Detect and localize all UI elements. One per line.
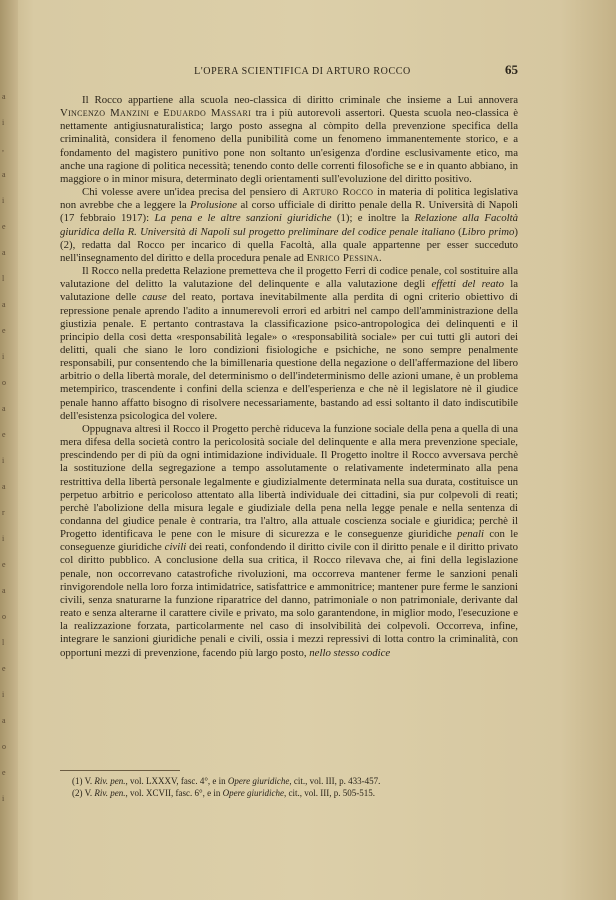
running-title: L'OPERA SCIENTIFICA DI ARTURO ROCCO <box>194 66 411 77</box>
footnote <box>60 775 518 787</box>
italic-run: cause <box>142 291 167 304</box>
text-run: in materia di politica legislativa non avrebbe che a leggere la <box>60 186 518 212</box>
small-caps-name: Enrico Pessina <box>306 251 379 264</box>
facing-page-bleed-marks: a i , a i e a l a e i o a e i a r i e a o l e i a o e i <box>2 92 6 803</box>
running-header <box>60 62 518 78</box>
italic-run: penali <box>457 528 485 541</box>
italic-run: Relazione alla Facoltà giuridica della R. Università di Napoli sul progetto preliminare del codice penale italiano <box>60 212 519 238</box>
italic-run: Prolusione <box>190 199 238 212</box>
italic-run: Opere giuridiche <box>222 788 284 798</box>
text-run: dei reati, confondendo il diritto civile con il diritto penale e il diritto privato col diritto pubblico. A conclusione della sua critica, il Rocco rilevava che, ai fini della legislazione penale, non occorrevano catastrofiche rivoluzioni, ma occorreva mantener ferme le sanzioni penali rinvigorendole nella loro forza intimidatrice, satisfattrice e ammonitrice; mantener pure ferme le sanzioni civili, senza snaturarne la funzione riparatrice del danno, patrimoniale o non patrimoniale, derivante dal reato e senza alterarne il carattere civile e privato, ma solo garantendone, in miglior modo, l'esecuzione e la realizzazione forzata, particolarmente nel caso di insolvibilità dei colpevoli. Occorreva, infine, integrare le sanzioni giuridiche penali e civili, ossia i mezzi repressivi di lotta contro la criminalità, con opportuni mezzi di prevenzione, facendo più largo posto, <box>60 541 518 659</box>
footnotes <box>60 770 518 799</box>
italic-run: Riv. pen. <box>94 788 126 798</box>
footnote-rule <box>60 770 180 771</box>
text-run: , cit., vol. III, p. 433-457. <box>289 776 381 786</box>
text-run: con le conseguenze giuridiche <box>60 528 518 554</box>
paragraph <box>60 265 518 423</box>
text-run: (2) V. <box>72 788 95 798</box>
text-run: al corso ufficiale di diritto penale della R. Università di Napoli (17 febbraio 1917): <box>60 199 518 225</box>
text-run: . <box>378 251 382 264</box>
text-run: , vol. LXXXV, fasc. 4°, e in <box>125 776 228 786</box>
body-text <box>60 94 518 660</box>
italic-run: effetti del reato <box>431 278 505 291</box>
italic-run: nello stesso codice <box>309 646 391 659</box>
small-caps-name: Arturo Rocco <box>302 186 374 199</box>
text-run: Oppugnava altresì il Rocco il Progetto perchè riduceva la funzione sociale della pena a quella di una mera difesa della società contro la pericolosità sociale del delinquente e alla mera prevenzione speciale, prescindendo per di più da ogni intimidazione individuale. Il Progetto inoltre il Rocco avversava perchè la sostituzione della segregazione a tempo assolutamente o relativamente indeterminato alla pena restrittiva della libertà personale legalmente e giudizialmente determinata nella sua durata, costituisce un perpetuo arbitrio e pericoloso attentato alla libertà individuale dei cittadini, sia pur colpevoli di reati; perchè l'abolizione della misura legale e giudiziale della pena nella legge penale e nella sentenza di condanna del giudice penale è contraria, tra l'altro, alla attuale coscienza sociale e giuridica; perchè il Progetto identificava le pene con le misure di sicurezza e le conseguenze giuridiche <box>60 422 518 541</box>
small-caps-name: Eduardo Massari <box>163 107 252 120</box>
text-run: , vol. XCVII, fasc. 6°, e in <box>125 788 223 798</box>
paragraph <box>60 423 518 660</box>
text-run: e <box>149 107 164 120</box>
italic-run: Libro primo <box>461 225 515 238</box>
text-run: la valutazione delle <box>60 278 518 304</box>
text-run: Il Rocco appartiene alla scuola neo-classica di diritto criminale che insieme a Lui annovera <box>82 94 518 106</box>
footnote <box>60 787 518 799</box>
italic-run: Riv. pen. <box>94 776 126 786</box>
text-run: del reato, portava inevitabilmente alla perdita di ogni criterio obiettivo di repressione penale aprendo l'adito a innumerevoli errori ed arbitri nel campo dell'amministrazione della giustizia penale. E pertanto contrastava la classificazione psico-antropologica dei delinquenti e il principio della così detta «responsabilità legale» o «responsabilità sociale» per cui tutti gli autori dei delitti, quali che siano le loro condizioni fisiologiche e psichiche, ne sono sempre penalmente responsabili, pur consentendo che la bimillenaria questione della negazione o dell'affermazione del libero arbitrio o della libertà morale, del determinismo o dell'indeterminismo delle azioni umane, è un problema metempirico, trascendente i confini della scienza e dell'esperienza e che nè il legislatore nè il giudice penale hanno affatto bisogno di risolvere necessariamente, bastando ad essi soltanto il dato indiscutibile dell'esistenza psicologica del volere. <box>60 291 518 422</box>
paragraph <box>60 186 518 265</box>
italic-run: civili <box>164 541 187 554</box>
text-run: (1) V. <box>72 776 95 786</box>
facing-page-gutter <box>0 0 18 900</box>
text-run: (1); e inoltre la <box>331 212 415 225</box>
italic-run: Opere giuridiche <box>227 776 290 786</box>
text-run: ) (2), redatta dal Rocco per incarico di quella Facoltà, alla quale appartenne per esser succeduto nell'insegnamento del diritto e della procedura penale ad <box>60 225 519 264</box>
text-run: ( <box>454 225 462 238</box>
italic-run: La pena e le altre sanzioni giuridiche <box>154 212 332 225</box>
text-run: Il Rocco nella predetta Relazione premetteva che il progetto Ferri di codice penale, col sostituire alla valutazione del delitto la valutazione del delinquente e alla valutazione degli <box>60 265 518 291</box>
text-run: tra i più autorevoli assertori. Questa scuola neo-classica è nettamente antigiusnaturalistica; largo posto assegna al còmpito della prevenzione specifica della criminalità, considera il fenomeno della punibilità come un fenomeno immanentemente storico, e a fondamento del magistero punitivo pone non soltanto un'esigenza d'ordine esclusivamente etico, ma anche una ragione di politica necessità; tenendo conto delle correnti filosofiche se e in quanto abbiano, in maggiore o in minor misura, determinato degli orientamenti sull'evoluzione del diritto positivo. <box>60 107 518 185</box>
paragraph <box>60 94 518 186</box>
page-number: 65 <box>505 62 518 77</box>
text-run: Chi volesse avere un'idea precisa del pensiero di <box>82 186 303 199</box>
text-run: , cit., vol. III, p. 505-515. <box>284 788 375 798</box>
small-caps-name: Vincenzo Manzini <box>60 107 150 120</box>
